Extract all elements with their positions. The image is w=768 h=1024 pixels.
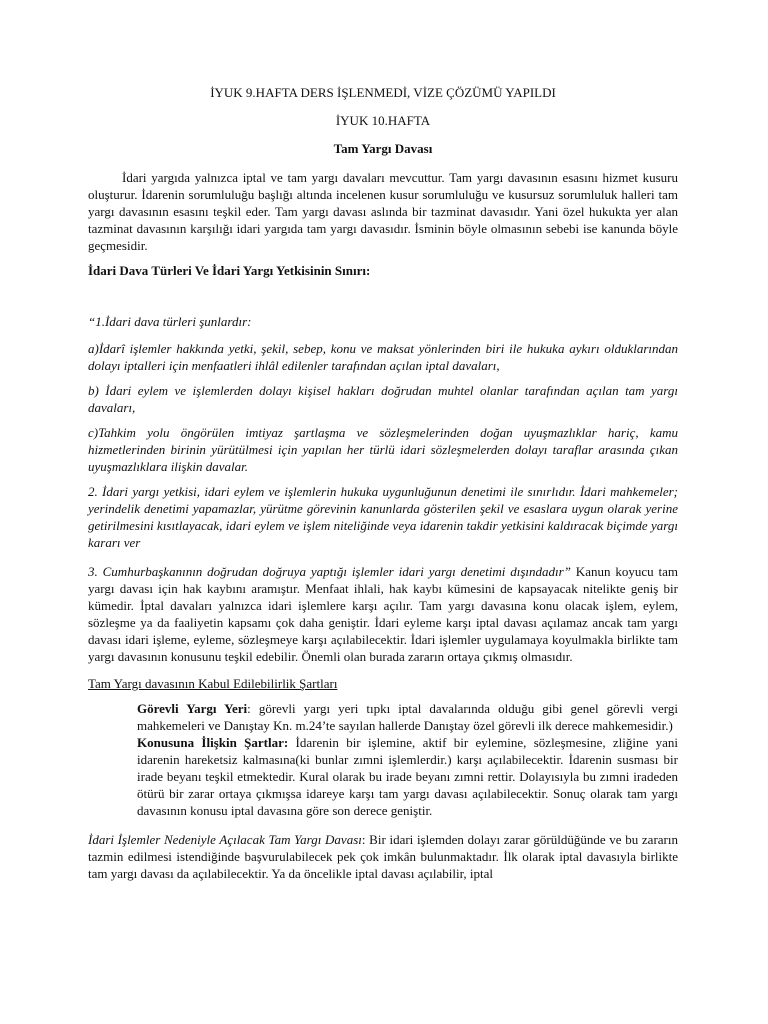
paragraph-idari-islemler-text: : Bir idari işlemden dolayı zarar görüldüğünde ve bu zararın tazmin edilmesi istendiğinde başvurulabilecek pek çok imkân bulunmaktadır. İlk olarak iptal davasıyla birlikte tam yargı davası da açılabilecektir. Ya da öncelikle iptal davası açılabilir, iptal [88, 832, 678, 881]
quote-item-a: a)İdarî işlemler hakkında yetki, şekil, sebep, konu ve maksat yönlerinden biri ile hukuka aykırı olduklarından dolayı iptalleri için menfaatleri ihlâl edilenler tarafından açılan iptal davaları, [88, 341, 678, 373]
paragraph-intro: İdari yargıda yalnızca iptal ve tam yargı davaları mevcuttur. Tam yargı davasının esasını hizmet kusuru oluşturur. İdarenin sorumluluğu başlığı altında incelenen kusur sorumluluğu ve kusursuz sorumluluk halleri tam yargı davasının esasını teşkil eder. Tam yargı davası aslında bir tazminat davasıdır. Yani özel hukukta yer alan tazminat davasının karşılığı idari yargıda tam yargı davasıdır. İsminin böyle olmasının sebebi ise kanunda böyle geçmesidir. [88, 170, 678, 253]
heading-week9: İYUK 9.HAFTA DERS İŞLENMEDİ, VİZE ÇÖZÜMÜ YAPILDI [210, 85, 556, 100]
condition-konu-text: İdarenin bir işlemine, aktif bir eylemine, sözleşmesine, zliğine yani idarenin hareketsiz kalmasına(ki bunlar zımni işlemlerdir.) karşı açılabilecektir. İdarenin susması bir irade beyanı teşkil etmektedir. Kural olarak bu irade beyanı zımni rettir. Dolayısıyla bu zımni iradeden ötürü bir zarar ortaya çıkmışsa idareye karşı tam yargı davası açılabilecektir. Sonuç olarak tam yargı davasının konusu iptal davasına göre son derece geniştir. [137, 735, 679, 818]
quote-item-c: c)Tahkim yolu öngörülen imtiyaz şartlaşma ve sözleşmelerinden doğan uyuşmazlıklar hariç, kamu hizmetlerinden birinin yürütülmesi için yapılan her türlü idari sözleşmelerden dolayı taraflar arasında çıkan uyuşmazlıklara ilişkin davalar. [88, 425, 678, 474]
condition-gorevli [137, 700, 678, 734]
conditions-block [137, 700, 678, 819]
conditions-title: Tam Yargı davasının Kabul Edilebilirlik Şartları [88, 676, 338, 691]
quote-paragraph-3-italic: 3. Cumhurbaşkanının doğrudan doğruya yaptığı işlemler idari yargı denetimi dışındadır” [88, 564, 571, 579]
condition-gorevli-label: Görevli Yargı Yeri [137, 701, 248, 716]
heading-week10: İYUK 10.HAFTA [335, 113, 431, 128]
subheading-dava-turleri: İdari Dava Türleri Ve İdari Yargı Yetkisinin Sınırı: [88, 263, 371, 278]
quote-item-b: b) İdari eylem ve işlemlerden dolayı kişisel hakları doğrudan muhtel olanlar tarafından açılan tam yargı davaları, [88, 383, 678, 415]
document-page [88, 84, 678, 882]
paragraph-idari-islemler [88, 831, 678, 882]
quote-paragraph-3-text: Kanun koyucu tam yargı davası için hak kaybını aramıştır. Menfaat ihlali, hak kaybı kümesini de kapsayacak nitelikte geniş bir kümedir. İptal davaları yalnızca idari işlemlere karşı açılır. Tam yargı davasına konu olacak işlem, eylem, sözleşme ya da faaliyetin kapsamı çok daha geniştir. İdari eyleme karşı iptal davası açılamaz ancak tam yargı davası idari işleme, eyleme, sözleşmeye karşı açılabilecektir. İdari işlemler uygulamaya koyulmakla birlikte tam yargı davasının konusunu teşkil edebilir. Önemli olan burada zararın ortaya çıkmış olmasıdır. [88, 564, 678, 664]
quote-intro: “1.İdari dava türleri şunlardır: [88, 314, 252, 329]
section-title: Tam Yargı Davası [333, 141, 433, 156]
condition-konu-label: Konusuna İlişkin Şartlar: [137, 735, 289, 750]
condition-gorevli-text: : görevli yargı yeri tıpkı iptal davalarında olduğu gibi genel görevli vergi mahkemeleri ve Danıştay Kn. m.24’te sayılan hallerde Danıştay özel görevli ilk derece mahkemesidir.) [137, 701, 678, 733]
paragraph-idari-islemler-title: İdari İşlemler Nedeniyle Açılacak Tam Yargı Davası [88, 832, 362, 847]
condition-konu [137, 734, 678, 819]
quote-paragraph-2: 2. İdari yargı yetkisi, idari eylem ve işlemlerin hukuka uygunluğunun denetimi ile sınırlıdır. İdari mahkemeler; yerindelik denetimi yapamazlar, yürütme görevinin kanunlarda gösterilen şekil ve esaslara uygun olarak yerine getirilmesini kısıtlayacak, idari eylem ve işlem niteliğinde veya idarenin takdir yetkisini kaldıracak biçimde yargı kararı ver [88, 484, 678, 550]
quote-paragraph-3 [88, 563, 678, 665]
